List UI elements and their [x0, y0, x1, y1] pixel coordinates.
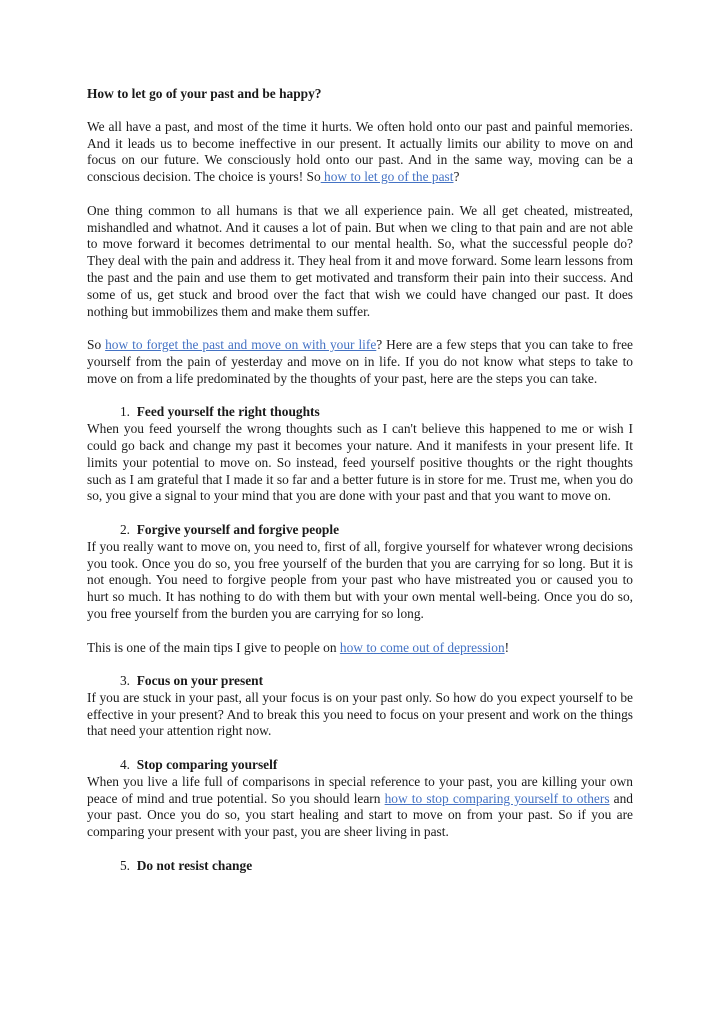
section-number: 3. — [119, 673, 130, 689]
link-come-out-of-depression[interactable]: how to come out of depression — [339, 639, 505, 655]
section-body-4-before: When you live a life full of comparisons in special reference to your past, you are killing your own peace of mind and true potential. So you should learn — [87, 773, 633, 806]
paragraph-intro-text: We all have a past, and most of the time it hurts. We often hold onto our past and painful memories. And it leads us to become ineffective in our present. It actually limits our ability to move on and focus on our future. We consciously hold onto our past. And in the same way, moving can be a conscious decision. The choice is yours! So — [87, 118, 633, 185]
link-how-to-let-go[interactable]: how to let go of the past — [320, 169, 454, 185]
section-number: 4. — [119, 757, 130, 773]
link-stop-comparing[interactable]: how to stop comparing yourself to others — [384, 790, 610, 806]
section-heading-5 — [87, 858, 633, 875]
paragraph-steps-before: So — [87, 337, 106, 353]
paragraph-tip — [87, 640, 633, 657]
paragraph-tip-after: ! — [504, 639, 510, 655]
section-number: 5. — [119, 857, 130, 873]
paragraph-intro-after: ? — [453, 169, 460, 185]
paragraph-steps-after: ? Here are a few steps that you can take to free yourself from the pain of yesterday and move on in life. If you do not know what steps to take to move on from a life predominated by the thoughts of your past, here are the steps you can take. — [87, 337, 633, 386]
section-title: Stop comparing yourself — [136, 757, 278, 773]
link-forget-the-past[interactable]: how to forget the past and move on with your life — [105, 337, 377, 353]
section-number: 2. — [119, 521, 130, 537]
section-title: Feed yourself the right thoughts — [136, 404, 320, 420]
section-body-2: If you really want to move on, you need to, first of all, forgive yourself for whatever wrong decisions you took. Once you do so, you free yourself of the burden that you are carrying for so long. But it is not enough. You need to forgive people from your past who have mistreated you or caused you to hurt so much. It has nothing to do with them but with your own mental well-being. Once you do so, you free yourself from the burden you are carrying for so long. — [87, 538, 633, 621]
document-page — [87, 86, 633, 875]
section-heading-2 — [87, 522, 633, 539]
paragraph-intro — [87, 119, 633, 186]
page-title: How to let go of your past and be happy? — [87, 86, 322, 101]
section-body-1: When you feed yourself the wrong thoughts such as I can't believe this happened to me or wish I could go back and change my past it becomes your nature. And it manifests in your present life. It limits your potential to move on. So instead, feed yourself positive thoughts or the right thoughts such as I am grateful that I made it so far and a better future is in store for me. Trust me, when you do so, you give a signal to your mind that you are done with your past and that you want to move on. — [87, 421, 633, 504]
section-number: 1. — [119, 404, 130, 420]
section-body-4 — [87, 774, 633, 841]
section-title: Do not resist change — [136, 857, 253, 873]
section-body-4-after: and your past. Once you do so, you start healing and start to move on from your past. So if you are comparing your present with your past, you are sheer living in past. — [87, 790, 634, 840]
section-body-3: If you are stuck in your past, all your focus is on your past only. So how do you expect yourself to be effective in your present? And to break this you need to focus on your present and work on the things that need your attention right now. — [87, 689, 633, 739]
section-heading-1 — [87, 404, 633, 421]
section-title: Forgive yourself and forgive people — [136, 521, 340, 537]
section-heading-4 — [87, 757, 633, 774]
paragraph-pain: One thing common to all humans is that we all experience pain. We all get cheated, mistreated, mishandled and whatnot. And it causes a lot of pain. But when we cling to that pain and are not able to move forward it becomes detrimental to our mental health. So, what the successful people do? They deal with the pain and address it. They heal from it and move forward. Some learn lessons from the past and the pain and use them to get motivated and transform their pain into their success. And some of us, get stuck and brood over the fact that wish we could have changed our past. It does nothing but immobilizes them and make them suffer. — [87, 202, 633, 319]
section-title: Focus on your present — [136, 673, 264, 689]
section-heading-3 — [87, 673, 633, 690]
paragraph-tip-before: This is one of the main tips I give to people on — [87, 639, 340, 655]
paragraph-steps-intro — [87, 337, 633, 387]
